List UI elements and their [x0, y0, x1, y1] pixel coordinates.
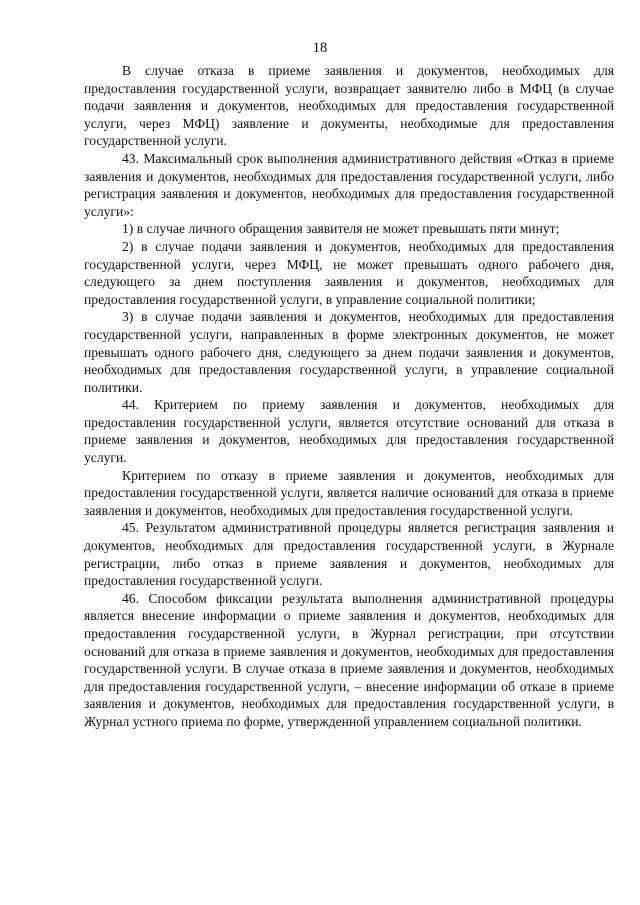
paragraph-subitem-2: 2) в случае подачи заявления и документов, необходимых для предоставления государственной услуги, через МФЦ, не может превышать одного рабочего дня, следующего за днем поступления заявления и документов, необходимых для предоставления государственной услуги, в управление социальной политики; — [84, 238, 614, 307]
document-body — [84, 62, 614, 731]
paragraph-refusal-return: В случае отказа в приеме заявления и документов, необходимых для предоставления государственной услуги, возвращает заявителю либо в МФЦ (в случае подачи заявления и документов, необходимых для предоставления государственной услуги, через МФЦ) заявление и документы, необходимые для предоставления государственной услуги. — [84, 63, 614, 149]
paragraph-item-45: 45. Результатом административной процедуры является регистрация заявления и документов, необходимых для предоставления государственной услуги, в Журнале регистрации, либо отказ в приеме заявления и документов, необходимых для предоставления государственной услуги. — [84, 520, 614, 589]
paragraph-subitem-3: 3) в случае подачи заявления и документов, необходимых для предоставления государственной услуги, направленных в форме электронных документов, не может превышать одного рабочего дня, следующего за днем подачи заявления и документов, необходимых для предоставления государственной услуги, в управление социальной политики. — [84, 309, 614, 395]
page-number: 18 — [312, 40, 328, 56]
paragraph-item-44: 44. Критерием по приему заявления и документов, необходимых для предоставления государственной услуги, является отсутствие оснований для отказа в приеме заявления и документов, необходимых для предоставления государственной услуги. — [84, 397, 614, 466]
paragraph-item-43: 43. Максимальный срок выполнения административного действия «Отказ в приеме заявления и документов, необходимых для предоставления государственной услуги, либо регистрация заявления и документов, необходимых для предоставления государственной услуги»: — [84, 150, 614, 219]
paragraph-refusal-criterion: Критерием по отказу в приеме заявления и документов, необходимых для предоставления государственной услуги, является наличие оснований для отказа в приеме заявления и документов, необходимых для предоставления государственной услуги. — [84, 467, 614, 518]
paragraph-item-46: 46. Способом фиксации результата выполнения административной процедуры является внесение информации о приеме заявления и документов, необходимых для предоставления государственной услуги, в Журнал регистрации, при отсутствии оснований для отказа в приеме заявления и документов, необходимых для предоставления государственной услуги. В случае отказа в приеме заявления и документов, необходимых для предоставления государственной услуги, – внесение информации об отказе в приеме заявления и документов, необходимых для предоставления государственной услуги, в Журнал устного приема по форме, утвержденной управлением социальной политики. — [84, 590, 614, 729]
paragraph-subitem-1: 1) в случае личного обращения заявителя не может превышать пяти минут; — [122, 221, 560, 237]
